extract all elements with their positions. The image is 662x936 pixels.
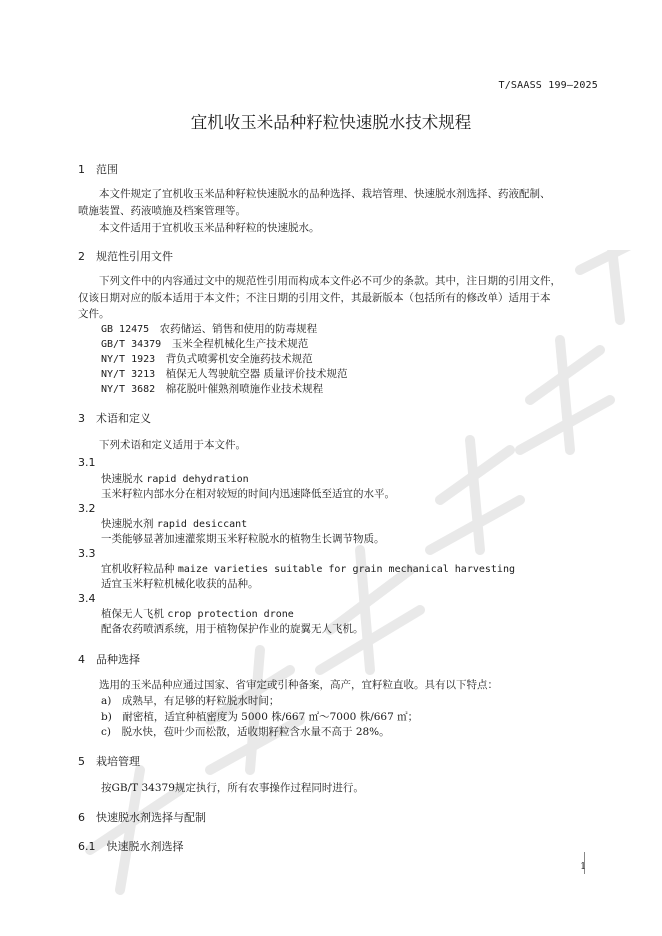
ref-code: NY/T 3213 (101, 369, 156, 380)
section-6-heading: 6 快速脱水剂选择与配制 (78, 811, 206, 824)
ref-name: 农药储运、销售和使用的防毒规程 (159, 323, 318, 335)
term-en: crop protection drone (167, 609, 294, 620)
term-zh: 宜机收籽粒品种 (101, 563, 175, 575)
section-5-heading: 5 栽培管理 (78, 755, 140, 768)
term-number: 3.3 (78, 547, 96, 560)
ref-code: GB 12475 (101, 324, 150, 335)
list-item: c) 脱水快，苞叶少而松散，适收期籽粒含水量不高于 28%。 (101, 726, 390, 738)
ref-code: GB/T 34379 (101, 339, 162, 350)
term-number: 3.2 (78, 502, 96, 515)
document-title: 宜机收玉米品种籽粒快速脱水技术规程 (190, 113, 472, 132)
section-3-intro: 下列术语和定义适用于本文件。 (99, 439, 246, 451)
ref-name: 植保无人驾驶航空器 质量评价技术规范 (165, 368, 348, 380)
section-2-heading: 2 规范性引用文件 (78, 250, 173, 263)
section-2-intro-line-3: 文件。 (78, 308, 110, 320)
section-1-para-2: 本文件适用于宜机收玉米品种籽粒的快速脱水。 (99, 222, 320, 234)
term-definition: 适宜玉米籽粒机械化收获的品种。 (101, 578, 259, 590)
list-item: a) 成熟早，有足够的籽粒脱水时间； (101, 695, 280, 707)
section-4-intro: 选用的玉米品种应通过国家、省审定或引种备案，高产，宜籽粒直收。具有以下特点： (99, 679, 498, 691)
section-2-intro-line-1: 下列文件中的内容通过文中的规范性引用而构成本文件必不可少的条款。其中，注日期的引用文件， (99, 275, 561, 287)
section-1-para-1-line-2: 喷施装置、药液喷施及档案管理等。 (78, 205, 246, 217)
ref-item (101, 381, 323, 398)
term-en: maize varieties suitable for grain mechanical harvesting (177, 564, 515, 575)
term-title (101, 516, 247, 531)
term-definition: 配备农药喷洒系统，用于植物保护作业的旋翼无人飞机。 (101, 623, 364, 635)
standard-number: T/SAASS 199—2025 (498, 80, 598, 91)
term-number: 3.1 (78, 456, 96, 469)
list-item: b) 耐密植，适宜种植密度为 5000 株/667 ㎡～7000 株/667 ㎡； (101, 711, 419, 723)
term-title (101, 606, 294, 621)
section-2-intro-line-2: 仅该日期对应的版本适用于本文件；不注日期的引用文件，其最新版本（包括所有的修改单）适用于本 (78, 292, 551, 304)
section-3-heading: 3 术语和定义 (78, 412, 151, 425)
term-title (101, 471, 249, 486)
ref-name: 玉米全程机械化生产技术规范 (171, 338, 309, 350)
ref-code: NY/T 3682 (101, 384, 156, 395)
term-zh: 快速脱水剂 (101, 518, 154, 530)
term-title (101, 561, 515, 576)
section-4-heading: 4 品种选择 (78, 653, 140, 666)
term-definition: 玉米籽粒内部水分在相对较短的时间内迅速降低至适宜的水平。 (101, 488, 395, 500)
term-en: rapid dehydration (146, 474, 249, 485)
ref-name: 棉花脱叶催熟剂喷施作业技术规程 (165, 383, 324, 395)
page-number: 1 (580, 862, 586, 872)
section-6-1-heading: 6.1 快速脱水剂选择 (78, 840, 184, 853)
ref-code: NY/T 1923 (101, 354, 156, 365)
section-1-heading: 1 范围 (78, 163, 118, 176)
section-1-para-1-line-1: 本文件规定了宜机收玉米品种籽粒快速脱水的品种选择、栽培管理、快速脱水剂选择、药液配制、 (99, 188, 551, 200)
ref-name: 背负式喷雾机安全施药技术规范 (165, 353, 313, 365)
term-zh: 植保无人飞机 (101, 608, 164, 620)
section-5-text: 按GB/T 34379规定执行，所有农事操作过程同时进行。 (101, 782, 364, 794)
term-number: 3.4 (78, 592, 96, 605)
term-zh: 快速脱水 (101, 473, 143, 485)
term-definition: 一类能够显著加速灌浆期玉米籽粒脱水的植物生长调节物质。 (101, 533, 385, 545)
term-en: rapid desiccant (156, 519, 248, 530)
